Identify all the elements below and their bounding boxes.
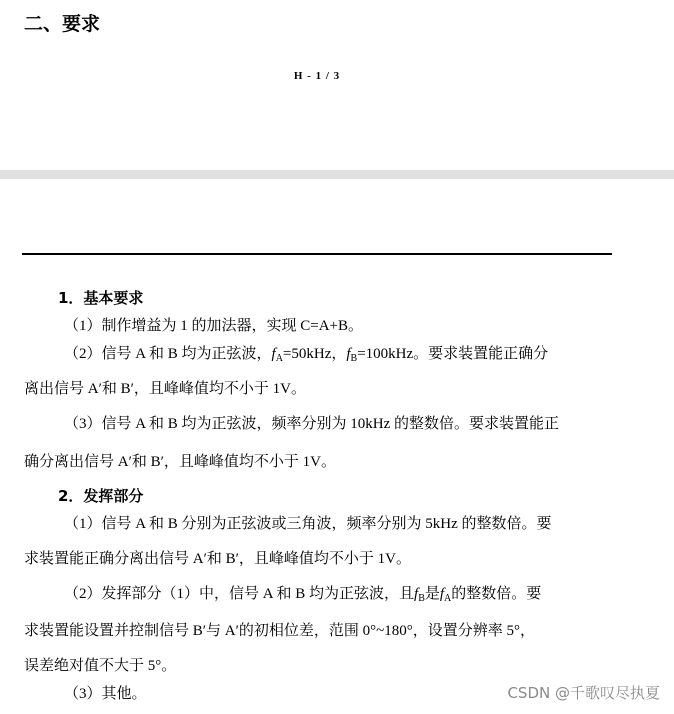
advanced-item-3: （3）其他。 — [64, 686, 147, 702]
advanced-item-2-line-3: 误差绝对值不大于 5°。 — [24, 658, 177, 674]
advanced-item-2-line-1: （2）发挥部分（1）中，信号 A 和 B 均为正弦波，且$f_B$是$f_A$的整数倍。要 — [64, 586, 542, 604]
horizontal-rule — [22, 253, 612, 255]
basic-item-2-line-1: （2）信号 A 和 B 均为正弦波，$f_A=50kHz$，$f_B=100kHz$。要求装置能正确分 — [64, 346, 549, 364]
advanced-item-1-line-2: 求装置能正确分离出信号 A′和 B′，且峰峰值均不小于 1V。 — [24, 551, 411, 567]
basic-item-1: （1）制作增益为 1 的加法器，实现 C=A+B。 — [64, 318, 364, 334]
advanced-part-title: 2．发挥部分 — [58, 487, 144, 505]
page-break-gap — [0, 170, 674, 179]
basic-item-3-line-1: （3）信号 A 和 B 均为正弦波，频率分别为 10kHz 的整数倍。要求装置能正 — [64, 416, 560, 432]
section-heading: 二、要求 — [24, 13, 101, 35]
advanced-item-2-line-2: 求装置能设置并控制信号 B′与 A′的初相位差，范围 0°~180°，设置分辨率 5°， — [24, 623, 536, 639]
basic-requirements-title: 1．基本要求 — [58, 289, 144, 307]
csdn-watermark: CSDN @千歌叹尽执夏 — [507, 684, 660, 702]
basic-item-3-line-2: 确分离出信号 A′和 B′，且峰峰值均不小于 1V。 — [24, 454, 336, 470]
page-number: H - 1 / 3 — [293, 70, 341, 82]
basic-item-2-line-2: 离出信号 A′和 B′，且峰峰值均不小于 1V。 — [24, 381, 306, 397]
advanced-item-1-line-1: （1）信号 A 和 B 分别为正弦波或三角波，频率分别为 5kHz 的整数倍。要 — [64, 516, 552, 532]
